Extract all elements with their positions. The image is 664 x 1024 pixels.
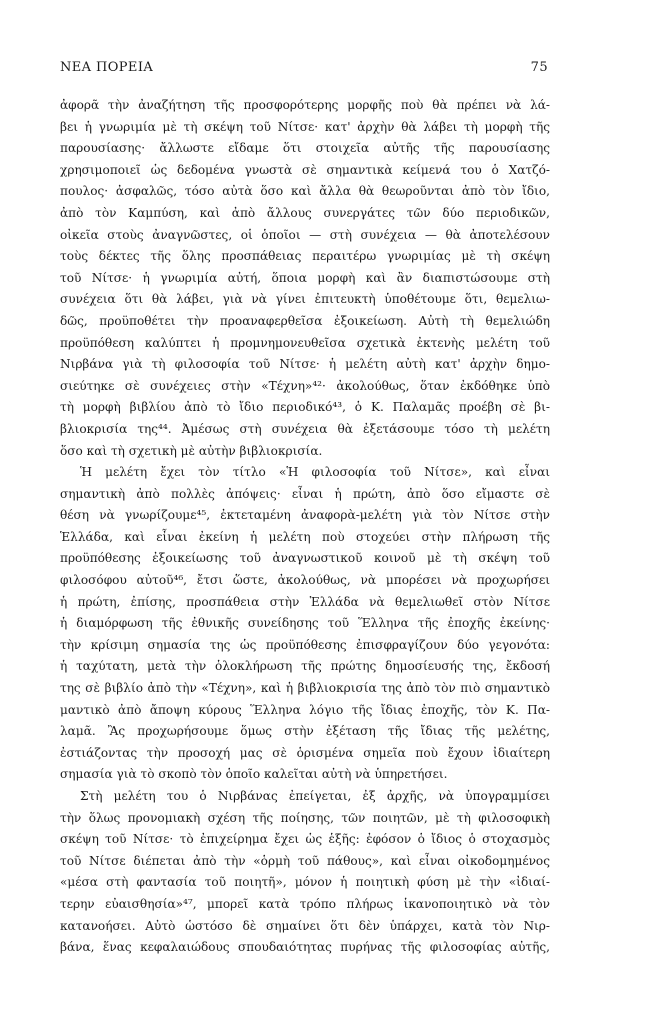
text-line: ἀπὸ τὸν Καμπύση, καὶ ἀπὸ ἄλλους συνεργάτες τῶν δύο περιοδικῶν, [60, 205, 550, 220]
text-line: Ἑλλάδα, καὶ εἶναι ἐκείνη ἡ μελέτη ποὺ στοχεύει στὴν πλήρωση τῆς [60, 529, 550, 544]
text-line: θέση νὰ γνωρίζουμε⁴⁵, ἐκτεταμένη ἀναφορὰ-μελέτη γιὰ τὸν Νίτσε στὴν [60, 508, 550, 523]
text-line: Νιρβάνα γιὰ τὴ φιλοσοφία τοῦ Νίτσε· ἡ μελέτη αὐτὴ κατ' ἀρχὴν δημο- [60, 357, 550, 372]
text-line: τὴν κρίσιμη σημασία της ὡς προϋπόθεσης ἐπισφραγίζουν δύο γεγονότα: [60, 637, 550, 652]
body-text [60, 95, 550, 959]
text-line: οἰκεῖα στοὺς ἀναγνῶστες, οἱ ὁποῖοι — στὴ συνέχεια — θὰ ἀποτελέσουν [60, 227, 550, 242]
text-line: σημασία γιὰ τὸ σκοπὸ τὸν ὁποῖο καλεῖται αὐτὴ νὰ ὑπηρετήσει. [60, 767, 448, 782]
text-line: προϋπόθεση καλύπτει ἡ προμνημονευθεῖσα σχετικὰ ἐκτενὴς μελέτη τοῦ [60, 335, 550, 350]
text-line: Ἡ μελέτη ἔχει τὸν τίτλο «Ἡ φιλοσοφία τοῦ Νίτσε», καὶ εἶναι [80, 465, 550, 480]
text-line: χρησιμοποιεῖ ὡς δεδομένα γνωστὰ σὲ σημαντικὰ κείμενά του ὁ Χατζό- [60, 162, 550, 177]
text-line: συνέχεια ὅτι θὰ λάβει, γιὰ νὰ γίνει ἐπιτευκτὴ ὑποθέτουμε ὅτι, θεμελιω- [60, 292, 550, 307]
text-line: βει ἡ γνωριμία μὲ τὴ σκέψη τοῦ Νίτσε· κατ' ἀρχὴν θὰ λάβει τὴ μορφὴ τῆς [60, 119, 550, 134]
text-line: τὴν ὅλως προνομιακὴ σχέση τῆς ποίησης, τῶν ποιητῶν, μὲ τὴ φιλοσοφικὴ [60, 810, 550, 825]
text-line: ἀφορᾶ τὴν ἀναζήτηση τῆς προσφορότερης μορφῆς ποὺ θὰ πρέπει νὰ λά- [60, 98, 550, 112]
text-line: σιεύτηκε σὲ συνέχειες στὴν «Τέχνη»⁴²· ἀκολούθως, ὅταν ἐκδόθηκε ὑπὸ [60, 378, 550, 393]
text-line: σημαντικὴ ἀπὸ πολλὲς ἀπόψεις· εἶναι ἡ πρώτη, ἀπὸ ὅσο εἴμαστε σὲ [60, 486, 550, 501]
text-line: κατανοήσει. Αὐτὸ ὡστόσο δὲ σημαίνει ὅτι δὲν ὑπάρχει, κατὰ τὸν Νιρ- [60, 918, 550, 933]
text-line: σκέψη τοῦ Νίτσε· τὸ ἐπιχείρημα ἔχει ὡς ἑξῆς: ἐφόσον ὁ ἴδιος ὁ στοχασμὸς [60, 832, 550, 847]
text-line: ὅσο καὶ τὴ σχετικὴ μὲ αὐτὴν βιβλιοκρισία. [60, 443, 323, 458]
text-line: βλιοκρισία της⁴⁴. Ἀμέσως στὴ συνέχεια θὰ ἐξετάσουμε τόσο τὴ μελέτη [60, 421, 550, 436]
text-line: τερην εὐαισθησία»⁴⁷, μπορεῖ κατὰ τρόπο πλήρως ἱκανοποιητικὸ νὰ τὸν [60, 896, 550, 911]
text-line: μαντικὸ ἀπὸ ἄποψη κύρους Ἕλληνα λόγιο τῆς ἴδιας ἐποχῆς, τὸν Κ. Πα- [60, 702, 550, 717]
text-line: ἐστιάζοντας τὴν προσοχή μας σὲ ὁρισμένα σημεῖα ποὺ ἔχουν ἰδιαίτερη [60, 745, 550, 760]
text-line: της σὲ βιβλίο ἀπὸ τὴν «Τέχνη», καὶ ἡ βιβλιοκρισία της ἀπὸ τὸν πιὸ σημαντικὸ [60, 681, 550, 696]
running-head [60, 60, 548, 80]
page-number: 75 [530, 60, 548, 75]
text-line: ἡ ταχύτατη, μετὰ τὴν ὁλοκλήρωση τῆς πρώτης δημοσίευσής της, ἔκδοσή [60, 659, 550, 674]
text-line: τοὺς δέκτες τῆς ὅλης προσπάθειας περαιτέρω γνωριμίας μὲ τὴ σκέψη [60, 249, 550, 264]
running-title: ΝΕΑ ΠΟΡΕΙΑ [60, 60, 154, 75]
text-line: πουλος· ἀσφαλῶς, τόσο αὐτὰ ὅσο καὶ ἄλλα θὰ θεωροῦνται ἀπὸ τὸν ἴδιο, [60, 184, 550, 199]
text-line: προϋπόθεσης ἐξοικείωσης τοῦ ἀναγνωστικοῦ κοινοῦ μὲ τὴ σκέψη τοῦ [60, 551, 550, 566]
text-line: βάνα, ἕνας κεφαλαιώδους σπουδαιότητας πυρήνας τῆς φιλοσοφίας αὐτῆς, [60, 940, 550, 955]
text-line: τὴ μορφὴ βιβλίου ἀπὸ τὸ ἴδιο περιοδικό⁴³, ὁ Κ. Παλαμᾶς προέβη σὲ βι- [60, 400, 550, 415]
text-line: Στὴ μελέτη του ὁ Νιρβάνας ἐπείγεται, ἐξ ἀρχῆς, νὰ ὑπογραμμίσει [80, 789, 550, 803]
text-line: τοῦ Νίτσε· ἡ γνωριμία αὐτή, ὅποια μορφὴ καὶ ἂν διαπιστώσουμε στὴ [60, 270, 550, 285]
text-line: ἡ πρώτη, ἐπίσης, προσπάθεια στὴν Ἑλλάδα νὰ θεμελιωθεῖ στὸν Νίτσε [60, 594, 550, 609]
text-line: τοῦ Νίτσε διέπεται ἀπὸ τὴν «ὁρμὴ τοῦ πάθους», καὶ εἶναι οἰκοδομημένος [60, 853, 550, 868]
text-line: λαμᾶ. Ἂς προχωρήσουμε ὅμως στὴν ἐξέταση τῆς ἴδιας τῆς μελέτης, [60, 724, 550, 739]
text-line: φιλοσόφου αὐτοῦ⁴⁶, ἔτσι ὥστε, ἀκολούθως, νὰ μπορέσει νὰ προχωρήσει [60, 573, 550, 588]
text-line: «μέσα στὴ φαντασία τοῦ ποιητῆ», μόνον ἡ ποιητικὴ φύση μὲ τὴν «ἰδιαί- [60, 875, 550, 890]
text-line: ἡ διαμόρφωση τῆς ἐθνικῆς συνείδησης τοῦ Ἕλληνα τῆς ἐποχῆς ἐκείνης· [60, 616, 550, 631]
text-line: παρουσίασης· ἄλλωστε εἴδαμε ὅτι στοιχεῖα αὐτῆς τῆς παρουσίασης [60, 141, 550, 156]
text-line: δῶς, προϋποθέτει τὴν προαναφερθεῖσα ἐξοικείωση. Αὐτὴ τὴ θεμελιώδη [60, 313, 550, 328]
